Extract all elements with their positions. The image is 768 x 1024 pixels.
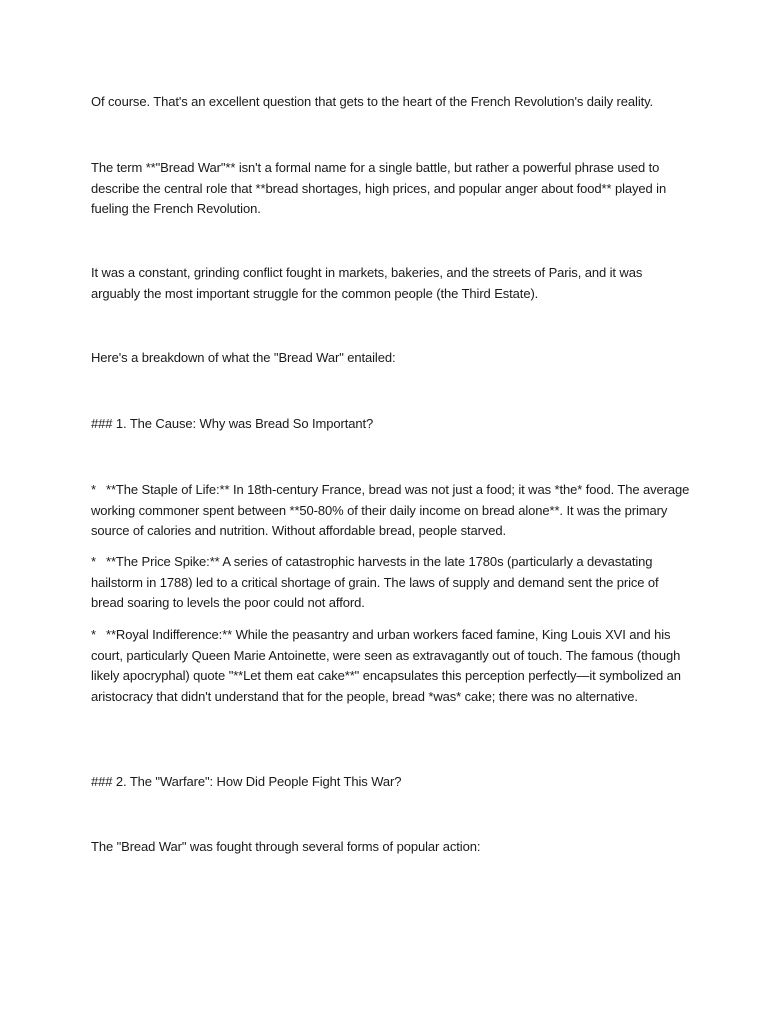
section-heading-cause: ### 1. The Cause: Why was Bread So Important? <box>91 416 374 431</box>
bullet-item-staple <box>91 480 691 542</box>
breakdown-paragraph: Here's a breakdown of what the "Bread War" entailed: <box>91 350 396 365</box>
bullet-text-price: **The Price Spike:** A series of catastrophic harvests in the late 1780s (particularly a devastating hailstorm in 1788) led to a critical shortage of grain. The laws of supply and demand sent the price of bread soaring to levels the poor could not afford. <box>91 554 659 610</box>
bullet-marker: * <box>91 482 96 497</box>
bullet-item-royal <box>91 625 691 707</box>
bullet-marker: * <box>91 554 96 569</box>
section-heading-warfare: ### 2. The "Warfare": How Did People Fight This War? <box>91 774 402 789</box>
bullet-marker: * <box>91 627 96 642</box>
bullet-text-staple: **The Staple of Life:** In 18th-century France, bread was not just a food; it was *the* food. The average working commoner spent between **50-80% of their daily income on bread alone**. It was the primary source of calories and nutrition. Without affordable bread, people starved. <box>91 482 690 538</box>
fought-paragraph: The "Bread War" was fought through several forms of popular action: <box>91 839 481 854</box>
bullet-text-royal: **Royal Indifference:** While the peasantry and urban workers faced famine, King Louis XVI and his court, particularly Queen Marie Antoinette, were seen as extravagantly out of touch. The famous (though likely apocryphal) quote "**Let them eat cake**" encapsulates this perception perfectly—it symbolized an aristocracy that didn't understand that for the people, bread *was* cake; there was no alternative. <box>91 627 681 704</box>
term-paragraph: The term **"Bread War"** isn't a formal name for a single battle, but rather a powerful phrase used to describe the central role that **bread shortages, high prices, and popular anger about food** played in fueling the French Revolution. <box>91 160 667 216</box>
intro-paragraph: Of course. That's an excellent question that gets to the heart of the French Revolution's daily reality. <box>91 94 654 109</box>
bullet-item-price <box>91 552 691 614</box>
conflict-paragraph: It was a constant, grinding conflict fought in markets, bakeries, and the streets of Paris, and it was arguably the most important struggle for the common people (the Third Estate). <box>91 265 643 301</box>
